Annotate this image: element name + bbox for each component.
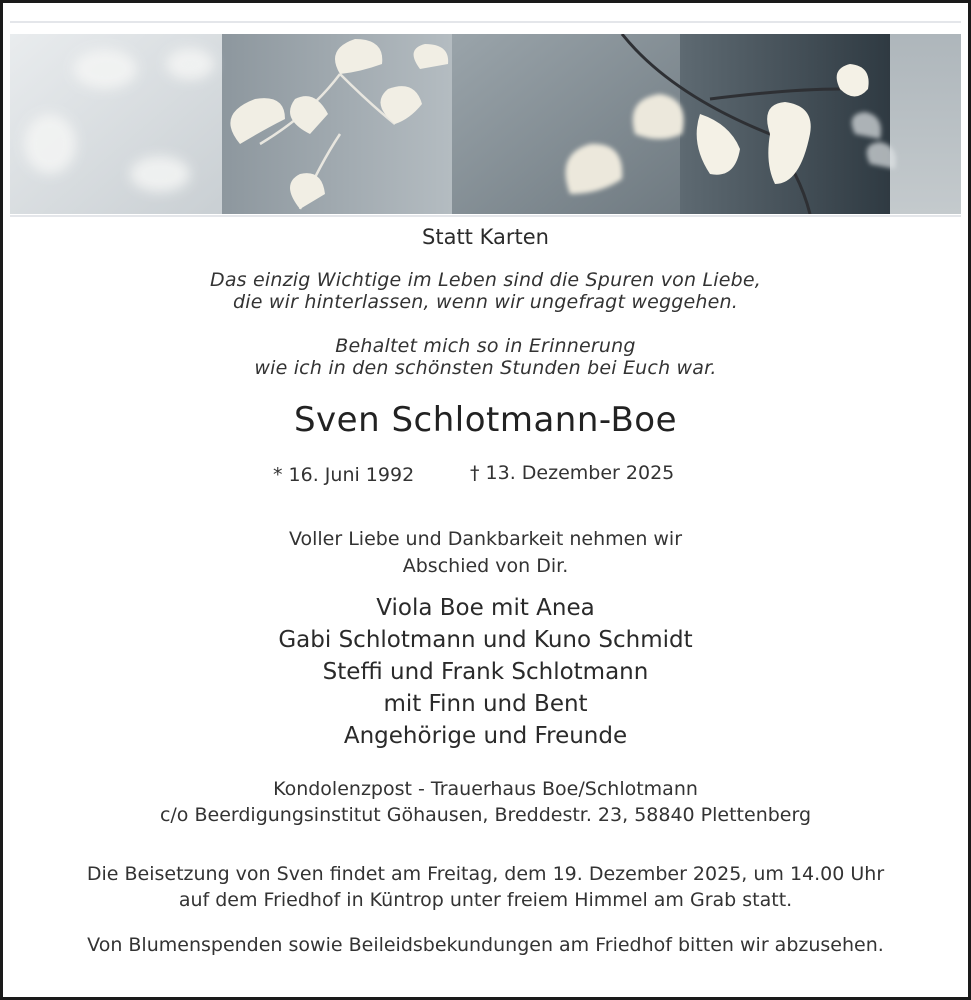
ginkgo-leaves-banner-image	[10, 34, 961, 214]
deceased-name: Sven Schlotmann-Boe	[293, 400, 678, 440]
quote-line-2: die wir hinterlassen, wenn wir ungefragt weggehen.	[233, 291, 738, 313]
mourner-line-5: Angehörige und Freunde	[343, 723, 628, 749]
condolence-line-2: c/o Beerdigungsinstitut Göhausen, Breddestr. 23, 58840 Plettenberg	[159, 804, 812, 826]
flowers-note: Von Blumenspenden sowie Beileidsbekundungen am Friedhof bitten wir abzusehen.	[87, 934, 884, 956]
birth-date: * 16. Juni 1992	[273, 464, 415, 486]
condolence-line-1: Kondolenzpost - Trauerhaus Boe/Schlotmann	[273, 778, 698, 800]
farewell-line-2: Abschied von Dir.	[402, 555, 569, 577]
quote-line-3: Behaltet mich so in Erinnerung	[335, 335, 636, 357]
mourner-line-1: Viola Boe mit Anea	[376, 595, 595, 621]
funeral-line-2: auf dem Friedhof in Küntrop unter freiem Himmel am Grab statt.	[178, 889, 793, 911]
intro-heading: Statt Karten	[422, 225, 549, 249]
death-date: † 13. Dezember 2025	[470, 462, 675, 484]
mourner-line-3: Steffi und Frank Schlotmann	[322, 659, 649, 685]
mourner-line-4: mit Finn und Bent	[383, 691, 588, 717]
quote-line-4: wie ich in den schönsten Stunden bei Euch war.	[254, 357, 717, 379]
quote-line-1: Das einzig Wichtige im Leben sind die Spuren von Liebe,	[209, 269, 761, 291]
farewell-line-1: Voller Liebe und Dankbarkeit nehmen wir	[288, 528, 683, 550]
top-rule	[10, 21, 961, 23]
banner-bottom-rule	[10, 215, 961, 217]
funeral-line-1: Die Beisetzung von Sven findet am Freitag, dem 19. Dezember 2025, um 14.00 Uhr	[86, 863, 885, 885]
mourner-line-2: Gabi Schlotmann und Kuno Schmidt	[278, 627, 693, 653]
